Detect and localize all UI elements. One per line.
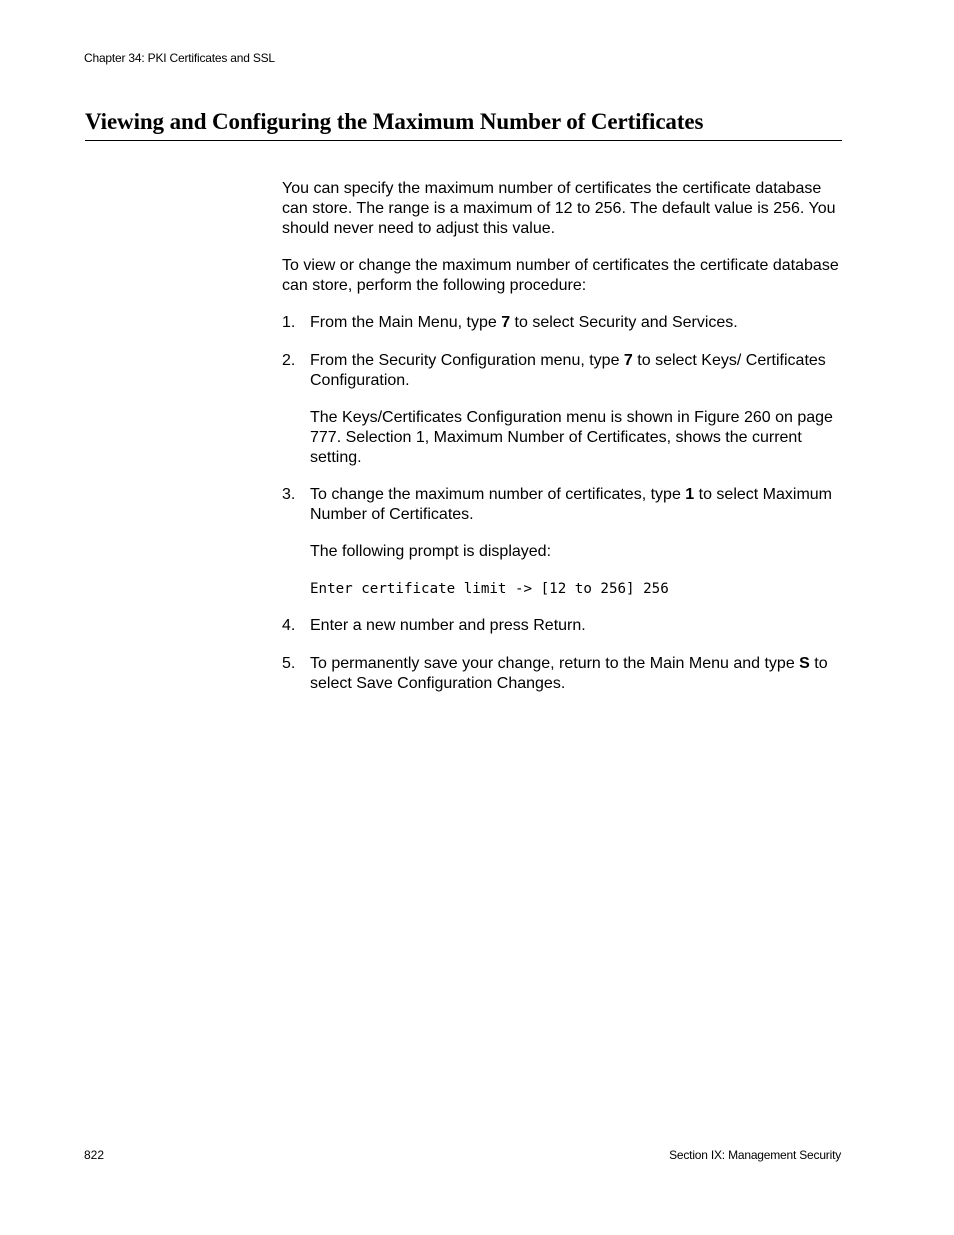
step-number: 5. (282, 655, 296, 672)
key-7: 7 (501, 314, 511, 331)
document-body (282, 179, 844, 694)
step-number: 2. (282, 352, 296, 369)
step-text: 5. To permanently save your change, return to the Main Menu and type S to select Save Configuration Changes. (282, 655, 828, 692)
intro-paragraph: You can specify the maximum number of certificates the certificate database can store. The range is a maximum of 12 to 256. The default value is 256. You should never need to adjust this value. (282, 180, 836, 237)
step-number: 4. (282, 617, 296, 634)
step-5 (282, 654, 844, 694)
step-4 (282, 616, 844, 636)
key-7: 7 (623, 352, 633, 369)
step-3 (282, 485, 844, 599)
key-s: S (799, 655, 810, 672)
procedure-intro-paragraph: To view or change the maximum number of certificates the certificate database can store, perform the following procedure: (282, 257, 839, 294)
step-note: The following prompt is displayed: (310, 543, 552, 560)
step-number: 3. (282, 486, 296, 503)
step-2 (282, 351, 844, 468)
step-1 (282, 313, 844, 333)
step-text: 3. To change the maximum number of certificates, type 1 to select Maximum Number of Certificates. (282, 486, 832, 523)
page-number: 822 (84, 1148, 105, 1162)
step-text: 4. Enter a new number and press Return. (282, 617, 586, 634)
step-number: 1. (282, 314, 296, 331)
page-title: Viewing and Configuring the Maximum Number of Certificates (85, 108, 842, 141)
step-text: 2. From the Security Configuration menu, type 7 to select Keys/ Certificates Configuration. (282, 352, 826, 389)
key-1: 1 (685, 486, 695, 503)
step-note: The Keys/Certificates Configuration menu is shown in Figure 260 on page 777. Selection 1, Maximum Number of Certificates, shows the current setting. (310, 409, 833, 466)
section-footer: Section IX: Management Security (669, 1148, 841, 1162)
prompt-code: Enter certificate limit -> [12 to 256] 256 (310, 581, 669, 597)
step-text: 1. From the Main Menu, type 7 to select Security and Services. (282, 314, 738, 331)
running-header: Chapter 34: PKI Certificates and SSL (84, 51, 275, 65)
